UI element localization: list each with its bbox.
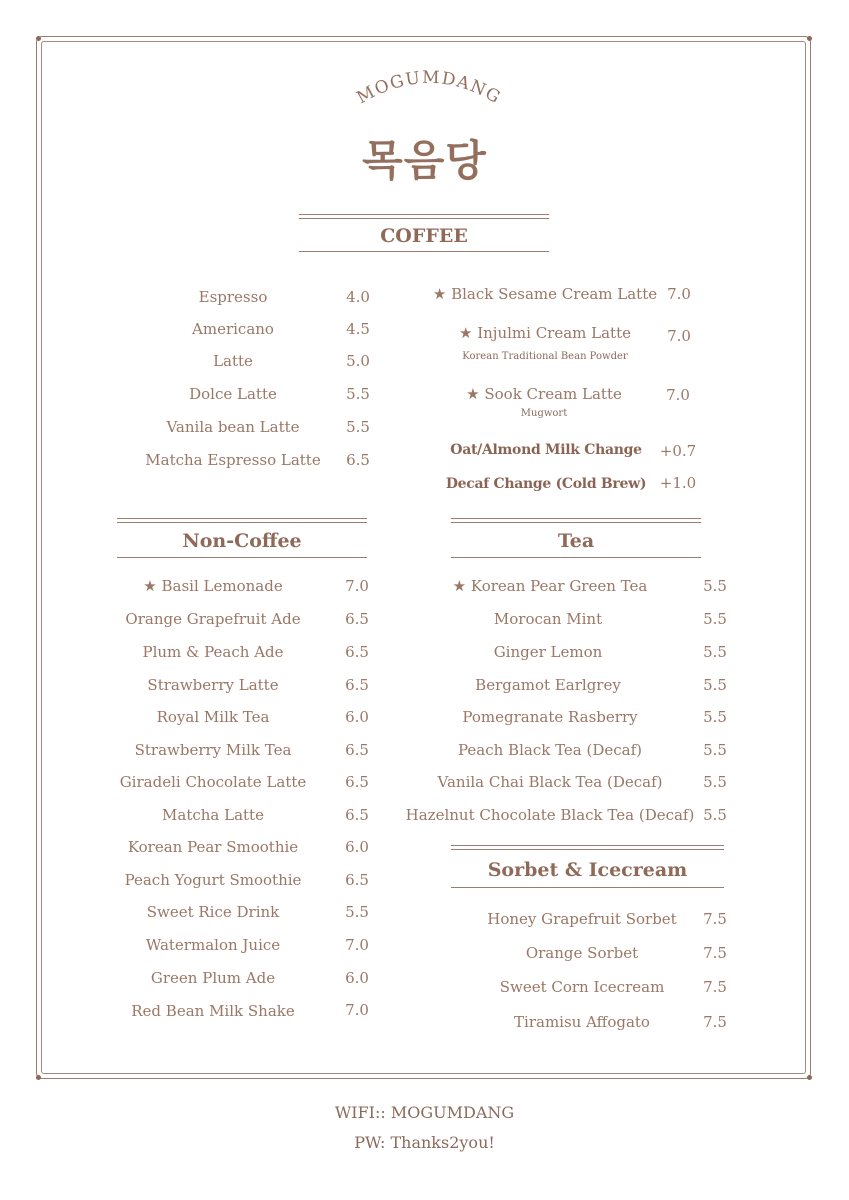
corner-dot xyxy=(807,36,812,41)
section-title: Sorbet & Icecream xyxy=(487,858,688,881)
menu-item-price: 5.5 xyxy=(703,773,727,791)
section-header-sorbet xyxy=(451,845,724,888)
menu-item-price: 5.5 xyxy=(703,643,727,661)
section-title: Tea xyxy=(557,530,595,552)
brand-english-arc xyxy=(324,58,534,128)
svg-text:MOGUMDANG xyxy=(354,68,505,109)
signature-item-price: 7.0 xyxy=(666,386,690,404)
menu-item-price: 5.5 xyxy=(703,577,727,595)
menu-item-price: 7.0 xyxy=(345,1001,369,1019)
menu-item-name: Giradeli Chocolate Latte xyxy=(119,773,307,791)
menu-item-name: Orange Sorbet xyxy=(525,944,639,962)
menu-item-name: ★ Basil Lemonade xyxy=(143,577,283,595)
menu-item-price: 6.5 xyxy=(345,773,369,791)
menu-item-price: 5.5 xyxy=(346,385,370,403)
signature-item-note: Korean Traditional Bean Powder xyxy=(462,351,628,362)
menu-item-name: Orange Grapefruit Ade xyxy=(125,610,301,628)
wifi-password: PW: Thanks2you! xyxy=(354,1133,495,1152)
section-title: Non-Coffee xyxy=(182,530,302,552)
section-header-tea xyxy=(451,518,701,558)
menu-item-name: Plum & Peach Ade xyxy=(142,643,284,661)
menu-item-name: Pomegranate Rasberry xyxy=(462,708,638,726)
menu-item-name: Dolce Latte xyxy=(189,385,277,403)
menu-item-price: 6.5 xyxy=(345,610,369,628)
menu-item-name: Honey Grapefruit Sorbet xyxy=(487,910,677,928)
menu-item-name: Tiramisu Affogato xyxy=(514,1013,650,1031)
option-item-price: +1.0 xyxy=(659,474,697,492)
wifi-name: WIFI:: MOGUMDANG xyxy=(334,1103,515,1122)
menu-item-price: 6.0 xyxy=(345,838,369,856)
signature-item-name: ★ Black Sesame Cream Latte xyxy=(432,285,658,303)
signature-item-name: ★ Injulmi Cream Latte xyxy=(459,324,631,342)
menu-item-price: 6.5 xyxy=(345,806,369,824)
menu-item-name: Espresso xyxy=(198,288,268,306)
menu-item-price: 6.5 xyxy=(345,676,369,694)
menu-item-price: 5.5 xyxy=(345,903,369,921)
menu-item-price: 7.5 xyxy=(703,1013,727,1031)
signature-item-name: ★ Sook Cream Latte xyxy=(466,385,622,403)
menu-item-name: Vanila Chai Black Tea (Decaf) xyxy=(437,773,663,791)
signature-item-price: 7.0 xyxy=(667,285,691,303)
menu-item-price: 4.0 xyxy=(346,288,370,306)
menu-item-name: Korean Pear Smoothie xyxy=(127,838,299,856)
section-header-coffee xyxy=(299,214,549,252)
menu-item-name: Vanila bean Latte xyxy=(166,418,300,436)
menu-item-name: Peach Yogurt Smoothie xyxy=(124,871,302,889)
menu-item-name: Latte xyxy=(213,352,253,370)
menu-item-name: ★ Korean Pear Green Tea xyxy=(452,577,648,595)
corner-dot xyxy=(36,1075,41,1080)
menu-item-price: 6.5 xyxy=(345,871,369,889)
menu-item-name: Watermalon Juice xyxy=(145,936,281,954)
menu-item-name: Bergamot Earlgrey xyxy=(475,676,621,694)
menu-item-name: Red Bean Milk Shake xyxy=(131,1002,295,1020)
corner-dot xyxy=(807,1075,812,1080)
menu-item-name: Sweet Corn Icecream xyxy=(499,978,665,996)
menu-item-price: 6.5 xyxy=(345,741,369,759)
menu-item-price: 5.5 xyxy=(346,418,370,436)
menu-item-name: Ginger Lemon xyxy=(493,643,603,661)
option-item-name: Decaf Change (Cold Brew) xyxy=(445,476,647,492)
menu-item-price: 5.5 xyxy=(703,610,727,628)
menu-item-price: 5.5 xyxy=(703,806,727,824)
menu-item-price: 7.0 xyxy=(345,936,369,954)
menu-item-name: Sweet Rice Drink xyxy=(146,903,280,921)
menu-item-name: Matcha Latte xyxy=(162,806,264,824)
menu-item-name: Hazelnut Chocolate Black Tea (Decaf) xyxy=(405,806,695,824)
brand-korean: 목음당 xyxy=(362,136,487,185)
option-item-price: +0.7 xyxy=(659,442,697,460)
menu-item-price: 7.5 xyxy=(703,910,727,928)
menu-item-name: Strawberry Latte xyxy=(147,676,279,694)
menu-item-price: 6.0 xyxy=(345,708,369,726)
menu-item-price: 7.5 xyxy=(703,944,727,962)
menu-item-price: 6.0 xyxy=(345,969,369,987)
menu-item-price: 6.5 xyxy=(346,451,370,469)
menu-item-price: 7.5 xyxy=(703,978,727,996)
menu-item-name: Matcha Espresso Latte xyxy=(145,451,321,469)
menu-item-price: 5.5 xyxy=(703,708,727,726)
brand-english: MOGUMDANG xyxy=(353,67,505,109)
menu-item-name: Strawberry Milk Tea xyxy=(134,741,292,759)
section-header-non-coffee xyxy=(117,518,367,558)
menu-item-name: Royal Milk Tea xyxy=(156,708,270,726)
menu-item-price: 7.0 xyxy=(345,577,369,595)
menu-item-name: Peach Black Tea (Decaf) xyxy=(457,741,643,759)
menu-item-name: Americano xyxy=(192,320,274,338)
menu-item-price: 6.5 xyxy=(345,643,369,661)
corner-dot xyxy=(36,36,41,41)
signature-item-note: Mugwort xyxy=(520,408,568,419)
menu-item-price: 5.5 xyxy=(703,676,727,694)
menu-item-price: 5.5 xyxy=(703,741,727,759)
menu-item-price: 4.5 xyxy=(346,320,370,338)
menu-item-name: Morocan Mint xyxy=(493,610,603,628)
menu-item-price: 5.0 xyxy=(346,352,370,370)
option-item-name: Oat/Almond Milk Change xyxy=(450,442,642,458)
signature-item-price: 7.0 xyxy=(667,327,691,345)
menu-item-name: Green Plum Ade xyxy=(150,969,276,987)
section-title: COFFEE xyxy=(380,225,468,247)
